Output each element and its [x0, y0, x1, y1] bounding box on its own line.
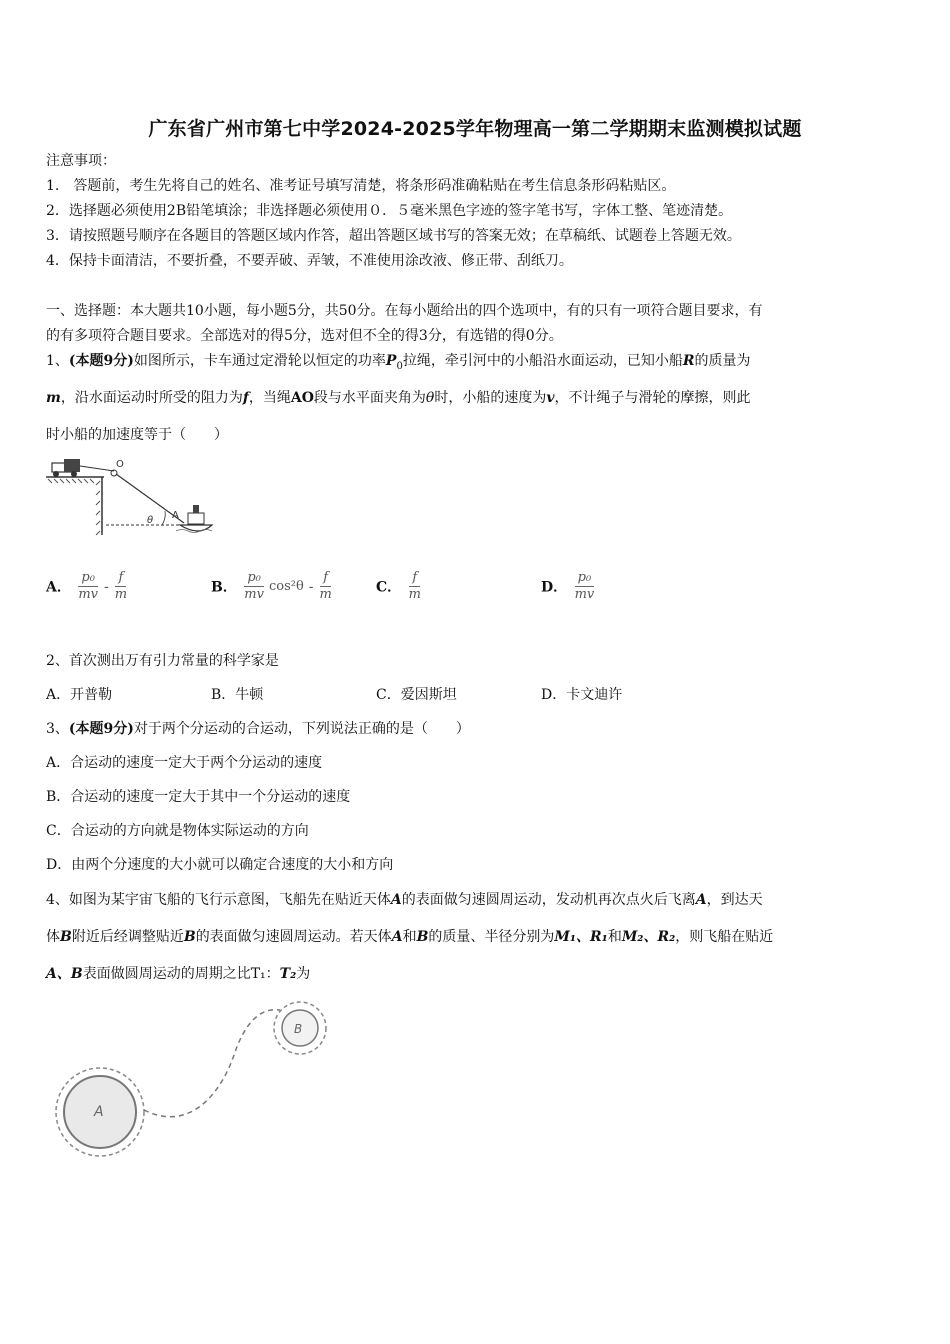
- q3-score: (本题9分): [68, 721, 134, 737]
- text: 拉绳，牵引河中的小船沿水面运动，已知小船: [402, 353, 683, 369]
- q3-stem: [46, 720, 470, 738]
- var-t2: T₂: [279, 966, 297, 982]
- var-theta: θ: [425, 390, 435, 406]
- text: 段与水平面夹角为: [313, 390, 426, 406]
- q1-option-b[interactable]: [211, 570, 335, 603]
- denominator: m: [114, 587, 128, 602]
- var-b: B: [416, 929, 429, 945]
- q1-figure: [44, 455, 219, 545]
- var-b: B: [60, 929, 72, 945]
- text: 附近后经调整贴近: [71, 929, 184, 945]
- boat-cabin: [188, 513, 204, 524]
- q2-stem: 2、首次测出万有引力常量的科学家是: [46, 653, 279, 669]
- text: 如图所示，卡车通过定滑轮以恒定的功率: [133, 353, 386, 369]
- var-m: m: [46, 390, 61, 406]
- q3-option-c[interactable]: C．合运动的方向就是物体实际运动的方向: [46, 823, 309, 839]
- option-label: D．: [541, 579, 568, 596]
- cliff-hatch: [96, 481, 100, 535]
- fraction: [317, 570, 335, 603]
- text: 的表面做匀速圆周运动，发动机再次点火后飞离: [401, 892, 696, 908]
- var-a: A: [390, 892, 402, 908]
- option-label: A．: [46, 579, 71, 596]
- q1-score: (本题9分): [68, 353, 134, 369]
- text: ，到达天: [706, 892, 763, 908]
- var-m2-r2: M₂、R₂: [621, 929, 676, 945]
- var-ao: AO: [290, 390, 314, 406]
- numerator: p₀: [78, 570, 98, 587]
- truck-wheel: [53, 471, 59, 477]
- var-m1-r1: M₁、R₁: [554, 929, 608, 945]
- text: ，则飞船在贴近: [675, 929, 774, 945]
- text: ，当绳: [248, 390, 291, 406]
- fraction: [406, 570, 424, 603]
- q2-option-c[interactable]: C．爱因斯坦: [376, 687, 457, 703]
- text: 对于两个分运动的合运动，下列说法正确的是（ ）: [133, 721, 470, 737]
- q4-stem-line1: [46, 891, 763, 909]
- rope-horizontal: [80, 466, 114, 471]
- denominator: m: [319, 587, 332, 602]
- note-item: 2．选择题必须使用2B铅笔填涂；非选择题必须使用０．５毫米黑色字迹的签字笔书写，字体工整、笔迹清楚。: [46, 203, 733, 219]
- minus-sign: -: [104, 578, 109, 595]
- text: 为: [296, 966, 311, 982]
- angle-arc: [162, 511, 165, 525]
- note-item: 3．请按照题号顺序在各题目的答题区域内作答，超出答题区域书写的答案无效；在草稿纸、试题卷上答题无效。: [46, 228, 741, 244]
- truck-cab: [64, 459, 80, 472]
- denominator: m: [408, 587, 421, 602]
- text: 和: [402, 929, 417, 945]
- var-p: P: [385, 353, 397, 369]
- numerator: f: [320, 570, 331, 587]
- q4-stem-line3: [46, 965, 310, 983]
- transfer-trajectory: [144, 1010, 280, 1117]
- q1-option-c[interactable]: [376, 570, 424, 603]
- q1-stem-line1: [46, 352, 750, 376]
- q3-option-d[interactable]: D．由两个分速度的大小就可以确定合速度的大小和方向: [46, 857, 394, 873]
- q3-option-b[interactable]: B．合运动的速度一定大于其中一个分运动的速度: [46, 789, 351, 805]
- q1-option-a[interactable]: [46, 570, 130, 603]
- text: 的表面做匀速圆周运动。若天体: [195, 929, 392, 945]
- page-title: 广东省广州市第七中学2024-2025学年物理高一第二学期期末监测模拟试题: [148, 118, 802, 140]
- fraction: [112, 570, 130, 603]
- section-heading: 一、选择题：本大题共10小题，每小题5分，共50分。在每小题给出的四个选项中，有的只有一项符合题目要求，有: [46, 303, 763, 319]
- numerator: f: [409, 570, 420, 587]
- var-a: A: [391, 929, 403, 945]
- label-angle: θ: [147, 515, 154, 526]
- var-r: R: [682, 353, 695, 369]
- q1-stem-line2: [46, 389, 751, 407]
- notes-heading: 注意事项：: [46, 153, 116, 169]
- var-f: f: [242, 390, 249, 406]
- numerator: p₀: [244, 570, 264, 587]
- text: ，不计绳子与滑轮的摩擦，则此: [554, 390, 751, 406]
- q3-number: 3、: [46, 721, 69, 737]
- label-pulley: O: [116, 459, 124, 470]
- text: 时，小船的速度为: [434, 390, 547, 406]
- q3-option-a[interactable]: A．合运动的速度一定大于两个分运动的速度: [46, 755, 323, 771]
- denominator: mv: [574, 587, 595, 602]
- numerator: p₀: [575, 570, 595, 587]
- text: 表面做圆周运动的周期之比T₁：: [82, 966, 280, 982]
- label-b: B: [294, 1022, 303, 1036]
- note-item: 1. 答题前，考生先将自己的姓名、准考证号填写清楚，将条形码准确粘贴在考生信息条形码粘贴区。: [46, 178, 676, 194]
- fraction: [75, 570, 101, 603]
- text: 的质量为: [694, 353, 751, 369]
- label-a: A: [94, 1104, 104, 1120]
- boat-funnel: [193, 505, 199, 513]
- q4-stem-line2: [46, 928, 773, 946]
- text: ，沿水面运动时所受的阻力为: [60, 390, 243, 406]
- var-b: B: [183, 929, 196, 945]
- q1-stem-line3: 时小船的加速度等于（ ）: [46, 427, 228, 443]
- q2-option-a[interactable]: A．开普勒: [46, 687, 113, 703]
- option-label: C．: [376, 579, 402, 596]
- q2-option-b[interactable]: B．牛顿: [211, 687, 264, 703]
- option-label: B．: [211, 579, 237, 596]
- var-v: v: [546, 390, 555, 406]
- fraction: [241, 570, 267, 603]
- label-boat: A: [172, 510, 179, 521]
- ground-hatch: [48, 479, 94, 483]
- numerator: f: [115, 570, 126, 587]
- q1-option-d[interactable]: [541, 570, 597, 603]
- note-item: 4．保持卡面清洁，不要折叠，不要弄破、弄皱，不准使用涂改液、修正带、刮纸刀。: [46, 253, 573, 269]
- q4-figure: [44, 995, 344, 1165]
- text: 的质量、半径分别为: [428, 929, 555, 945]
- fraction: [572, 570, 598, 603]
- var-p-sub: 0: [396, 360, 403, 372]
- q2-option-d[interactable]: D．卡文迪许: [541, 687, 623, 703]
- denominator: mv: [78, 587, 98, 602]
- q1-number: 1、: [46, 353, 69, 369]
- text: 和: [607, 929, 622, 945]
- minus-sign: -: [308, 578, 314, 595]
- denominator: mv: [244, 587, 264, 602]
- section-heading-cont: 的有多项符合题目要求。全部选对的得5分，选对但不全的得3分，有选错的得0分。: [46, 328, 563, 344]
- text: 4、如图为某宇宙飞船的飞行示意图，飞船先在贴近天体: [46, 892, 391, 908]
- cos-term: cos²θ: [268, 579, 304, 594]
- text: 体: [46, 929, 60, 945]
- truck-wheel: [71, 471, 77, 477]
- var-a-b: A、B: [46, 966, 83, 982]
- var-a: A: [695, 892, 707, 908]
